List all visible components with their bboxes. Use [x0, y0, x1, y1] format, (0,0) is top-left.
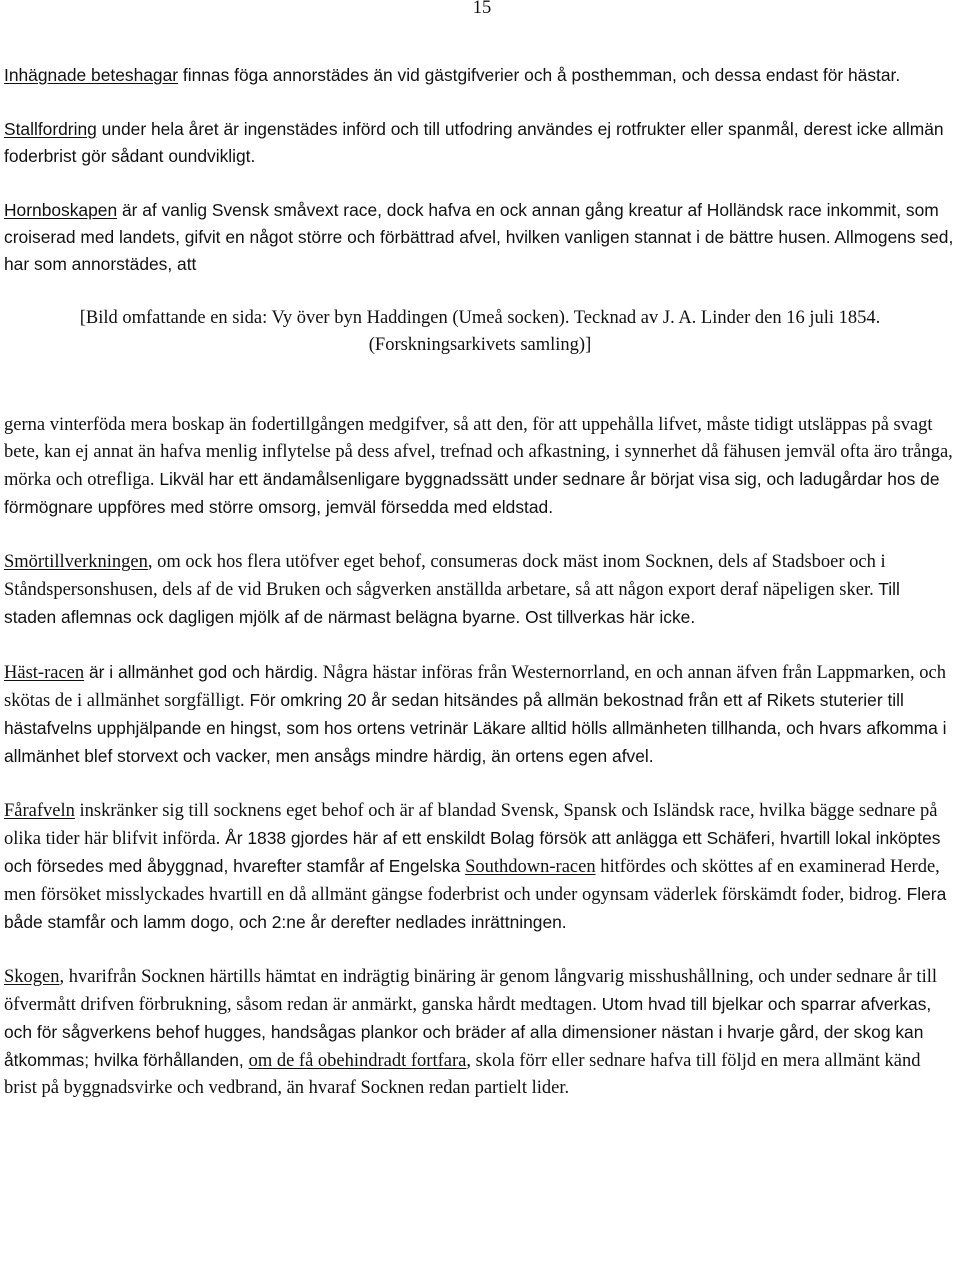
paragraph-text: År 1838 gjordes här af ett enskildt Bolag försök att anlägga ett Schäferi, hvartill lokal inköptes och försedes med åbyggnad, hvarefter stamfår af Engelska	[4, 828, 941, 876]
paragraph-text: gerna vinterföda mera boskap än fodertillgången medgifver, så att den, för att uppehålla lifvet, måste tidigt utsläppas på svagt bete, kan ej annat än hafva menlig inflytelse på dess afvel, trefnad och afkastning, i synnerhet då fähusen jemväl ofta äro trånga, mörka och otrefliga.	[4, 415, 953, 490]
paragraph-vinterfoda	[4, 412, 956, 522]
paragraph-hast-racen	[4, 659, 956, 771]
paragraph-text: under hela året är ingenstädes införd och till utfodring användes ej rotfrukter eller spanmål, derest icke allmän foderbrist gör sådant oundvikligt.	[4, 119, 944, 166]
paragraph-text: inskränker sig till socknens eget behof och är af blandad Svensk, Spansk och Isländsk race, hvilka bägge sednare på olika tider här blifvit införda.	[4, 801, 938, 849]
heading-hornboskapen: Hornboskapen	[4, 200, 118, 220]
paragraph-text: , hvarifrån Socknen härtills hämtat en indrägtig binäring är genom långvarig misshushållning, och under sednare år till öfvermått drifven förbrukning, såsom redan är anmärkt, ganska hårdt medtagen.	[4, 967, 937, 1015]
paragraph-skogen	[4, 964, 956, 1102]
heading-smortillverkningen: Smörtillverkningen	[4, 552, 148, 572]
heading-skogen: Skogen	[4, 967, 60, 987]
paragraph-text: finnas föga annorstädes än vid gästgifverier och å posthemman, och dessa endast för hästar.	[178, 65, 901, 85]
paragraph-beteshagar	[4, 62, 956, 89]
paragraph-text: Några hästar införas från Westernorrland, en och annan äfven från Lappmarken, och skötas de i allmänhet sorgfälligt.	[4, 663, 946, 711]
link-om-de-fa-obehindradt-fortfara[interactable]: om de få obehindradt fortfara	[248, 1051, 467, 1071]
paragraph-text: Utom hvad till bjelkar och sparrar afverkas, och för sågverkens behof hugges, handsågas plankor och bräder af alla dimensioner nästan i hvarje gård, der skog kan åtkommas; hvilka förhållanden,	[4, 994, 932, 1070]
page-number: 15	[472, 0, 492, 18]
document-body	[4, 62, 956, 1129]
paragraph-farafveln	[4, 798, 956, 937]
link-southdown-racen[interactable]: Southdown-racen	[465, 857, 596, 877]
paragraph-text: För omkring 20 år sedan hitsändes på allmän bekostnad från ett af Rikets stuterier till hästafvelns upphjälpande en hingst, som hos ortens vetrinär Läkare alltid hölls allmänheten tillhanda, och hvars afkomma i allmänhet blef storvext och vacker, men ansågs mindre härdig, än ortens egen afvel.	[4, 690, 947, 766]
paragraph-text: är af vanlig Svensk småvext race, dock hafva en ock annan gång kreatur af Holländsk race inkommit, som croiserad med landets, gifvit en något större och förbättrad afvel, hvilken vanligen stannat i de bättre husen. Allmogens sed, har som annorstädes, att	[4, 200, 954, 274]
image-caption: [Bild omfattande en sida: Vy över byn Haddingen (Umeå socken). Tecknad av J. A. Linder den 16 juli 1854. (Forskningsarkivets samling)]	[79, 308, 881, 355]
paragraph-text: Till staden aflemnas ock dagligen mjölk af de närmast belägna byarne. Ost tillverkas här icke.	[4, 579, 900, 627]
paragraph-text: hitfördes och sköttes af en examinerad Herde, men försöket misslyckades hvartill en då allmänt gängse foderbrist och under ogynsam väderlek förskämdt foder, bidrog.	[4, 857, 940, 905]
paragraph-smortillverkningen	[4, 549, 956, 632]
paragraph-text: , skola förr eller sednare hafva till följd en mera allmänt känd brist på byggnadsvirke och vedbrand, än hvaraf Socknen redan partielt lider.	[4, 1051, 921, 1098]
heading-farafveln: Fårafveln	[4, 801, 75, 821]
paragraph-text: Flera både stamfår och lamm dogo, och 2:ne år derefter nedlades inrättningen.	[4, 884, 947, 932]
heading-stallfordring: Stallfordring	[4, 119, 97, 139]
paragraph-hornboskapen	[4, 197, 956, 278]
paragraph-text: , om ock hos flera utöfver eget behof, consumeras dock mäst inom Socknen, dels af Stadsboer och i Ståndspersonshusen, dels af de vid Bruken och sågverken anställda arbetare, så att någon export deraf näpeligen sker.	[4, 552, 886, 600]
paragraph-text: är i allmänhet god och härdig.	[84, 662, 319, 682]
heading-hast-racen: Häst-racen	[4, 663, 85, 683]
heading-inhagnade-beteshagar: Inhägnade beteshagar	[4, 65, 179, 85]
paragraph-text: Likväl har ett ändamålsenligare byggnadssätt under sednare år börjat visa sig, och ladugårdar hos de förmögnare uppföres med större omsorg, jemväl försedda med eldstad.	[4, 469, 940, 517]
paragraph-stallfordring	[4, 116, 956, 170]
